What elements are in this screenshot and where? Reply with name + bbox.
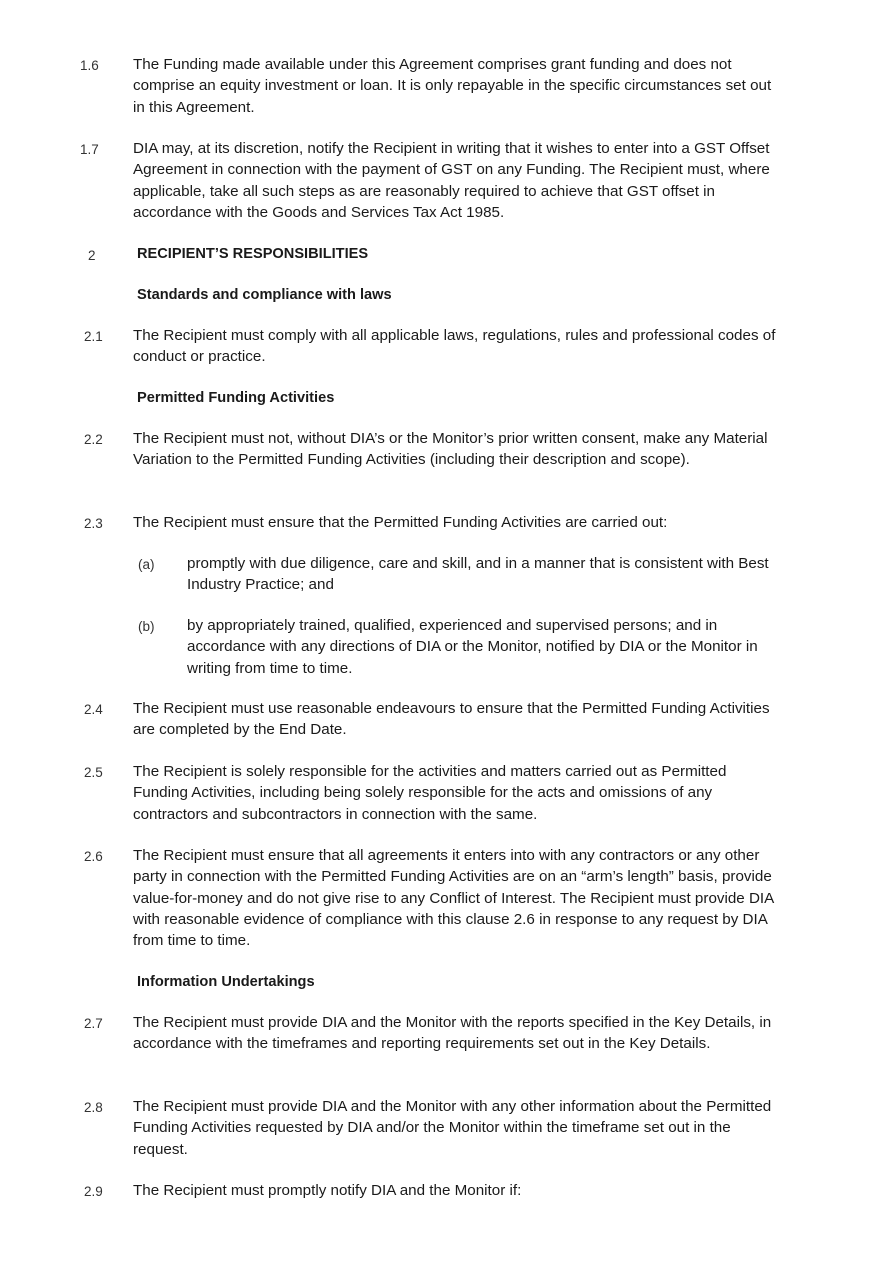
subheading-text: Standards and compliance with laws: [137, 287, 392, 303]
subclause-number: (a): [138, 557, 155, 572]
clause-text: The Recipient must use reasonable endeavours to ensure that the Permitted Funding Activities are completed by the End Date.: [133, 700, 770, 739]
clause-text: The Recipient must promptly notify DIA and the Monitor if:: [133, 1182, 522, 1199]
clause-text: The Recipient must not, without DIA’s or the Monitor’s prior written consent, make any Material Variation to the Permitted Funding Activities (including their description and scope).: [133, 430, 768, 469]
clause-number: 2.7: [84, 1016, 103, 1031]
clause-number: 2.8: [84, 1100, 103, 1115]
subclause-text: promptly with due diligence, care and skill, and in a manner that is consistent with Best Industry Practice; and: [187, 555, 769, 594]
clause-number: 2.2: [84, 432, 103, 447]
clause-text: The Recipient is solely responsible for the activities and matters carried out as Permitted Funding Activities, including being solely responsible for the acts and omissions of any contractors and subcontractors in connection with the same.: [133, 763, 727, 823]
clause-number: 2.3: [84, 516, 103, 531]
clause-text: DIA may, at its discretion, notify the Recipient in writing that it wishes to enter into a GST Offset Agreement in connection with the payment of GST on any Funding. The Recipient must, where applicable, take all such steps as are reasonably required to achieve that GST offset in accordance with the Goods and Services Tax Act 1985.: [133, 140, 770, 221]
section-number: 2: [88, 248, 96, 263]
clause-text: The Recipient must provide DIA and the Monitor with the reports specified in the Key Details, in accordance with the timeframes and reporting requirements set out in the Key Details.: [133, 1014, 772, 1053]
clause-number: 2.5: [84, 765, 103, 780]
clause-text: The Recipient must ensure that the Permitted Funding Activities are carried out:: [133, 514, 668, 531]
clause-number: 2.6: [84, 849, 103, 864]
section-title: RECIPIENT’S RESPONSIBILITIES: [137, 246, 369, 262]
clause-number: 1.6: [80, 58, 99, 73]
clause-text: The Recipient must ensure that all agreements it enters into with any contractors or any other party in connection with the Permitted Funding Activities are on an “arm’s length” basis, provide value-for-money and do not give rise to any Conflict of Interest. The Recipient must provide DIA with reasonable evidence of compliance with this clause 2.6 in response to any request by DIA from time to time.: [133, 847, 774, 950]
clause-number: 1.7: [80, 142, 99, 157]
subheading-text: Information Undertakings: [137, 974, 315, 990]
clause-number: 2.9: [84, 1184, 103, 1199]
clause-text: The Recipient must comply with all applicable laws, regulations, rules and professional codes of conduct or practice.: [133, 327, 776, 366]
subheading-text: Permitted Funding Activities: [137, 390, 335, 406]
clause-number: 2.4: [84, 702, 103, 717]
subclause-text: by appropriately trained, qualified, experienced and supervised persons; and in accordance with any directions of DIA or the Monitor, notified by DIA or the Monitor in writing from time to time.: [187, 617, 758, 677]
subclause-number: (b): [138, 619, 155, 634]
clause-number: 2.1: [84, 329, 103, 344]
clause-text: The Funding made available under this Agreement comprises grant funding and does not comprise an equity investment or loan. It is only repayable in the specific circumstances set out in this Agreement.: [133, 56, 772, 116]
clause-text: The Recipient must provide DIA and the Monitor with any other information about the Permitted Funding Activities requested by DIA and/or the Monitor within the timeframe set out in the request.: [133, 1098, 772, 1158]
